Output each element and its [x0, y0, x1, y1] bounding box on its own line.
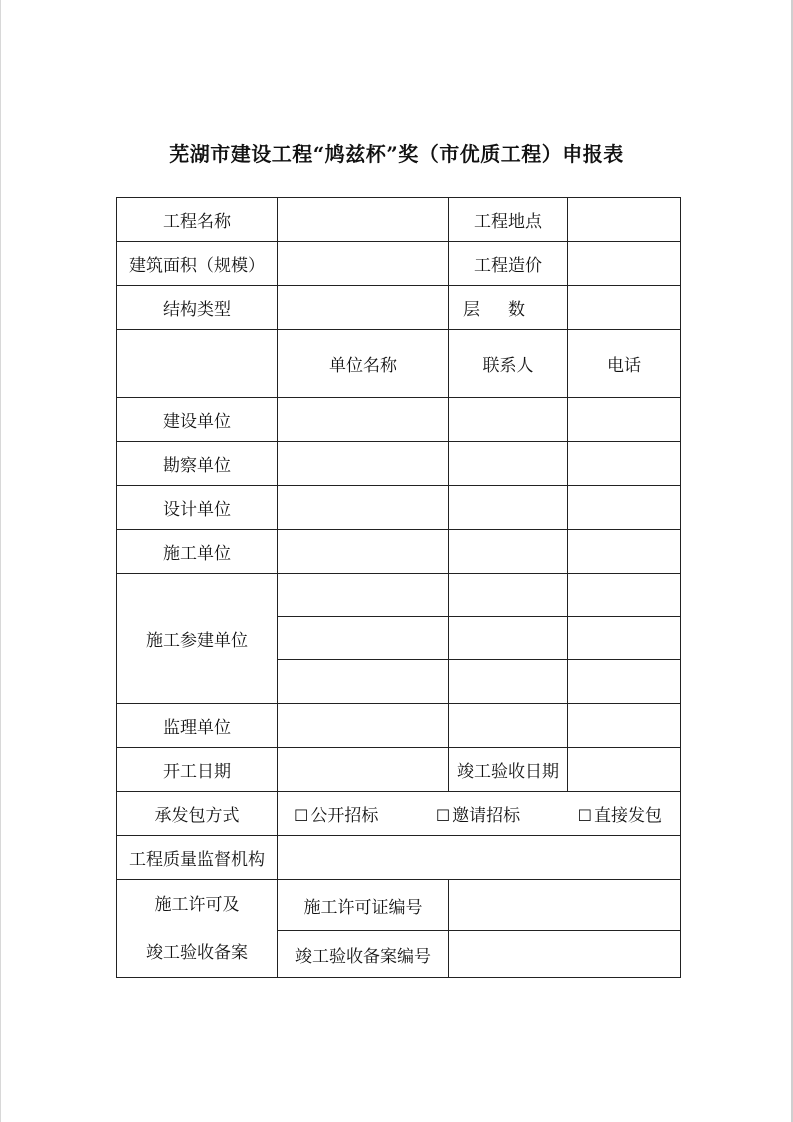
- label-survey-unit: 勘察单位: [117, 442, 278, 486]
- field-construction-unit-contact[interactable]: [449, 398, 568, 442]
- field-survey-unit-phone[interactable]: [568, 442, 681, 486]
- checkbox-icon[interactable]: ☐: [294, 806, 309, 825]
- option-label: 直接发包: [594, 806, 662, 826]
- field-participating-unit-3-name[interactable]: [278, 660, 449, 704]
- field-contractor-unit-contact[interactable]: [449, 530, 568, 574]
- label-participating-units: 施工参建单位: [117, 574, 278, 704]
- field-supervision-unit-contact[interactable]: [449, 704, 568, 748]
- label-filing-number: 竣工验收备案编号: [278, 931, 449, 978]
- field-contractor-unit-phone[interactable]: [568, 530, 681, 574]
- field-contractor-unit-name[interactable]: [278, 530, 449, 574]
- form-title: 芜湖市建设工程“鸠兹杯”奖（市优质工程）申报表: [169, 142, 624, 166]
- label-permit-line2: 竣工验收备案: [146, 942, 248, 963]
- label-permit-number: 施工许可证编号: [278, 880, 449, 931]
- option-label: 公开招标: [310, 806, 379, 826]
- field-participating-unit-2-name[interactable]: [278, 617, 449, 660]
- header-unit-name: 单位名称: [278, 330, 449, 398]
- field-structure-type[interactable]: [278, 286, 449, 330]
- label-design-unit: 设计单位: [117, 486, 278, 530]
- field-floors[interactable]: [568, 286, 681, 330]
- field-construction-unit-phone[interactable]: [568, 398, 681, 442]
- label-quality-agency: 工程质量监督机构: [117, 836, 278, 880]
- field-design-unit-name[interactable]: [278, 486, 449, 530]
- field-survey-unit-name[interactable]: [278, 442, 449, 486]
- label-floors: 层数: [449, 286, 568, 330]
- label-project-location: 工程地点: [449, 198, 568, 242]
- label-project-name: 工程名称: [117, 198, 278, 242]
- label-structure-type: 结构类型: [117, 286, 278, 330]
- label-completion-date: 竣工验收日期: [449, 748, 568, 792]
- label-project-cost: 工程造价: [449, 242, 568, 286]
- field-participating-unit-3-contact[interactable]: [449, 660, 568, 704]
- checkbox-icon[interactable]: ☐: [577, 806, 592, 825]
- field-filing-number[interactable]: [449, 931, 681, 978]
- field-construction-unit-name[interactable]: [278, 398, 449, 442]
- field-completion-date[interactable]: [568, 748, 681, 792]
- label-construction-unit: 建设单位: [117, 398, 278, 442]
- header-phone: 电话: [568, 330, 681, 398]
- field-supervision-unit-name[interactable]: [278, 704, 449, 748]
- label-supervision-unit: 监理单位: [117, 704, 278, 748]
- checkbox-icon[interactable]: ☐: [435, 806, 451, 825]
- header-blank: [117, 330, 278, 398]
- field-survey-unit-contact[interactable]: [449, 442, 568, 486]
- option-open-tender[interactable]: [294, 801, 378, 826]
- label-contract-method: 承发包方式: [117, 792, 278, 836]
- field-participating-unit-1-name[interactable]: [278, 574, 449, 617]
- field-participating-unit-2-phone[interactable]: [568, 617, 681, 660]
- field-participating-unit-3-phone[interactable]: [568, 660, 681, 704]
- header-contact: 联系人: [449, 330, 568, 398]
- label-start-date: 开工日期: [117, 748, 278, 792]
- label-contractor-unit: 施工单位: [117, 530, 278, 574]
- field-supervision-unit-phone[interactable]: [568, 704, 681, 748]
- application-form-table: [116, 197, 681, 978]
- option-label: 邀请招标: [452, 806, 521, 826]
- field-building-area[interactable]: [278, 242, 449, 286]
- field-quality-agency[interactable]: [278, 836, 681, 880]
- field-project-name[interactable]: [278, 198, 449, 242]
- field-participating-unit-1-phone[interactable]: [568, 574, 681, 617]
- field-start-date[interactable]: [278, 748, 449, 792]
- option-direct-award[interactable]: [578, 801, 662, 826]
- field-permit-number[interactable]: [449, 880, 681, 931]
- label-permit-line1: 施工许可及: [154, 894, 240, 915]
- option-invited-tender[interactable]: [436, 801, 520, 826]
- field-design-unit-contact[interactable]: [449, 486, 568, 530]
- label-permit-filing: [117, 880, 278, 978]
- contract-method-options: [278, 792, 681, 836]
- field-participating-unit-2-contact[interactable]: [449, 617, 568, 660]
- field-project-location[interactable]: [568, 198, 681, 242]
- field-design-unit-phone[interactable]: [568, 486, 681, 530]
- field-participating-unit-1-contact[interactable]: [449, 574, 568, 617]
- label-building-area: 建筑面积（规模）: [117, 242, 278, 286]
- field-project-cost[interactable]: [568, 242, 681, 286]
